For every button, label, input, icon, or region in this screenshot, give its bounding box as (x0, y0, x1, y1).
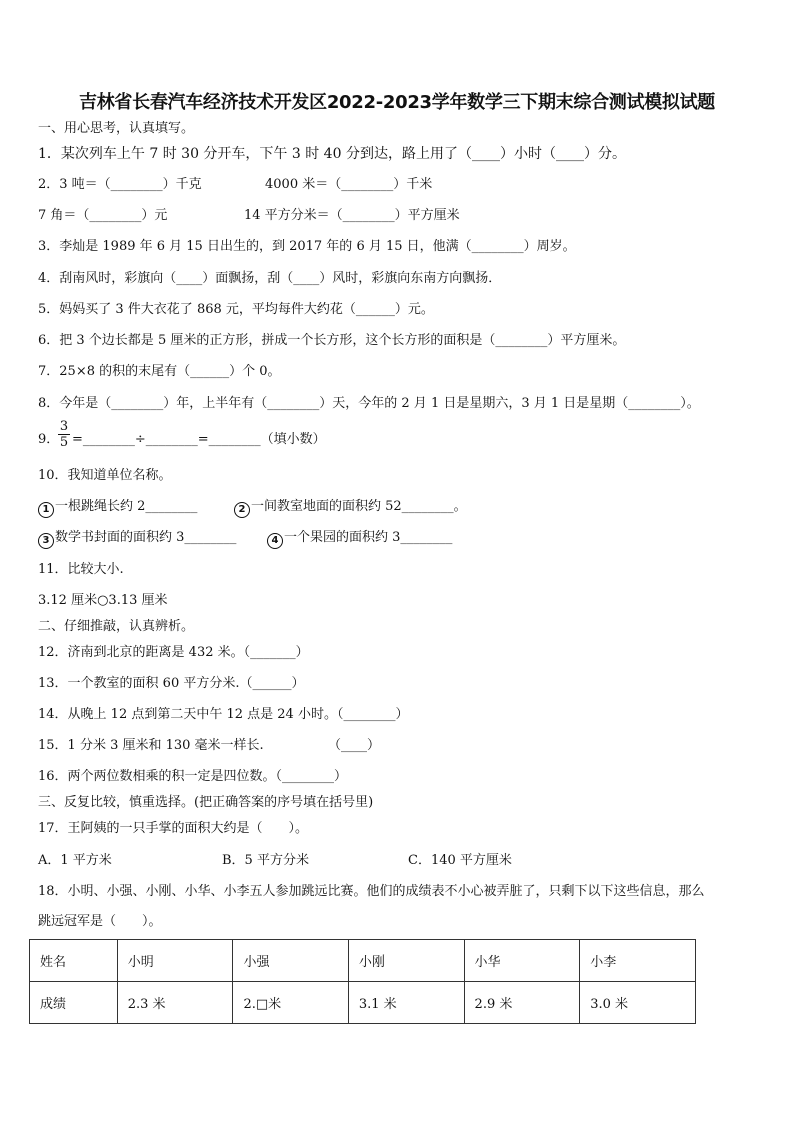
question-18-line-2: 跳远冠军是（ ）。 (38, 914, 162, 929)
item-text: 一个果园的面积约 3________ (284, 530, 453, 545)
fraction-denominator: 5 (59, 435, 69, 450)
table-cell: 姓名 (30, 940, 118, 982)
table-cell: 3.1 米 (348, 982, 464, 1024)
table-cell: 小华 (464, 940, 580, 982)
item-text: 一间教室地面的面积约 52________。 (251, 499, 467, 514)
question-16: 16．两个两位数相乘的积一定是四位数。（________） (38, 769, 348, 784)
table-cell: 小李 (580, 940, 696, 982)
question-17-option-a: A．1 平方米 (38, 853, 112, 868)
question-9-number: 9． (38, 432, 60, 447)
question-2d: 14 平方分米＝（________）平方厘米 (244, 208, 460, 223)
table-cell: 小刚 (348, 940, 464, 982)
table-cell: 2.9 米 (464, 982, 580, 1024)
question-12: 12．济南到北京的距离是 432 米。（_______） (38, 645, 309, 660)
question-11-expression: 3.12 厘米○3.13 厘米 (38, 593, 168, 608)
circled-number-icon: 1 (38, 502, 54, 518)
table-row (30, 982, 696, 1024)
table-cell: 成绩 (30, 982, 118, 1024)
question-9-fraction (58, 419, 70, 450)
question-2c: 7 角＝（________）元 (38, 208, 168, 223)
question-5: 5．妈妈买了 3 件大衣花了 868 元，平均每件大约花（______）元。 (38, 302, 434, 317)
question-18-line-1: 18．小明、小强、小刚、小华、小李五人参加跳远比赛。他们的成绩表不小心被弄脏了，只剩下以下这些信息，那么 (38, 884, 705, 899)
question-9-blanks: =________÷________=________（填小数） (72, 432, 326, 447)
fraction-numerator: 3 (59, 419, 69, 434)
question-6: 6．把 3 个边长都是 5 厘米的正方形，拼成一个长方形，这个长方形的面积是（________）平方厘米。 (38, 333, 626, 348)
section-3-heading: 三、反复比较，慎重选择。(把正确答案的序号填在括号里) (38, 795, 374, 810)
question-10-item-2 (234, 499, 467, 518)
section-1-heading: 一、用心思考，认真填写。 (38, 121, 195, 136)
section-2-heading: 二、仔细推敲，认真辨析。 (38, 619, 195, 634)
table-cell: 3.0 米 (580, 982, 696, 1024)
question-4: 4．刮南风时，彩旗向（____）面飘扬，刮（____）风时，彩旗向东南方向飘扬． (38, 271, 502, 286)
circled-number-icon: 4 (267, 533, 283, 549)
question-14: 14．从晚上 12 点到第二天中午 12 点是 24 小时。（________） (38, 707, 409, 722)
question-3: 3．李灿是 1989 年 6 月 15 日出生的，到 2017 年的 6 月 15 日，他满（________）周岁。 (38, 239, 576, 254)
question-10-item-3 (38, 530, 236, 549)
question-10: 10．我知道单位名称。 (38, 468, 172, 483)
circled-number-icon: 3 (38, 533, 54, 549)
question-17: 17．王阿姨的一只手掌的面积大约是（ ）。 (38, 821, 309, 836)
exam-title: 吉林省长春汽车经济技术开发区2022-2023学年数学三下期末综合测试模拟试题 (79, 92, 715, 113)
question-10-item-4 (267, 530, 452, 549)
table-cell: 2.□米 (233, 982, 348, 1024)
question-7: 7．25×8 的积的末尾有（______）个 0。 (38, 364, 281, 379)
question-8: 8．今年是（________）年，上半年有（________）天，今年的 2 月 1 日是星期六，3 月 1 日是星期（________）。 (38, 396, 700, 411)
question-17-option-c: C．140 平方厘米 (408, 853, 512, 868)
question-11: 11．比较大小. (38, 562, 124, 577)
circled-number-icon: 2 (234, 502, 250, 518)
question-17-option-b: B．5 平方分米 (222, 853, 309, 868)
item-text: 一根跳绳长约 2________ (55, 499, 198, 514)
long-jump-score-table (29, 939, 696, 1024)
item-text: 数学书封面的面积约 3________ (55, 530, 237, 545)
question-15: 15．1 分米 3 厘米和 130 毫米一样长. (38, 738, 264, 753)
question-13: 13．一个教室的面积 60 平方分米.（______） (38, 676, 305, 691)
table-cell: 2.3 米 (117, 982, 233, 1024)
table-row (30, 940, 696, 982)
table-cell: 小强 (233, 940, 348, 982)
question-2b: 4000 米＝（________）千米 (265, 177, 433, 192)
table-cell: 小明 (117, 940, 233, 982)
question-15-blank: （____） (328, 738, 381, 753)
question-1: 1．某次列车上午 7 时 30 分开车，下午 3 时 40 分到达，路上用了（____）小时（____）分。 (38, 146, 626, 162)
question-10-item-1 (38, 499, 197, 518)
question-2a: 2．3 吨＝（________）千克 (38, 177, 202, 192)
